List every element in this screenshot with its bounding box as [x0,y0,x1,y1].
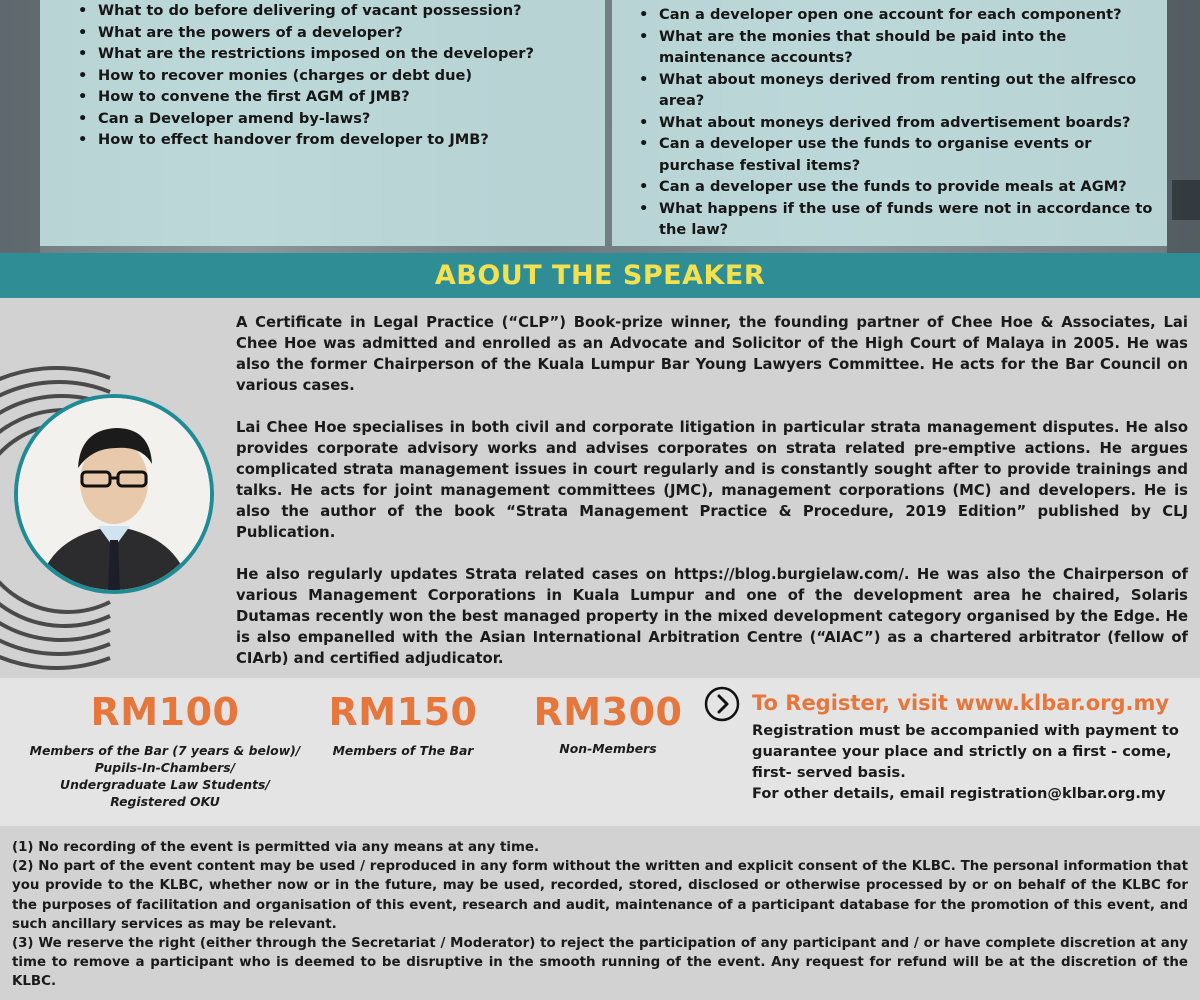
disclaimer-section [0,826,1200,1000]
bio-paragraph: Lai Chee Hoe specialises in both civil and corporate litigation in particular strata management disputes. He also provides corporate advisory works and advises corporates on strata related pre-emptive actions. He argues complicated strata management issues in court regularly and is constantly sought after to provide trainings and talks. He acts for joint management committees (JMC), management corporations (MC) and developers. He is also the author of the book “Strata Management Practice & Procedure, 2019 Edition” published by CLJ Publication. [236,419,1188,541]
price-desc-line: Undergraduate Law Students/ [60,777,270,792]
question-item: • What are the monies that should be paid into the maintenance accounts? [637,26,1157,69]
registration-email: For other details, email registration@klbar.org.my [752,785,1166,802]
question-item: • Can a Developer amend by-laws? [76,108,596,130]
speaker-heading: ABOUT THE SPEAKER [434,260,766,291]
register-link[interactable]: To Register, visit www.klbar.org.my [752,691,1170,715]
questions-list-right [637,4,1157,241]
price-description [528,740,688,757]
disclaimer-item: (3) We reserve the right (either through the Secretariat / Moderator) to reject the participation of any participant and / or have complete discretion at any time to remove a participant who is deemed to be disruptive in the smooth running of the event. Any request for refund will be at the discretion of the KLBC. [12,936,1188,990]
question-item: • What to do before delivering of vacant possession? [76,0,596,22]
price-description [20,742,310,810]
question-item: • Can a developer use the funds to organise events or purchase festival items? [637,133,1157,176]
registration-line: Registration must be accompanied with payment to [752,722,1179,739]
question-item: • How to convene the first AGM of JMB? [76,86,596,108]
disclaimer-text [12,838,1188,992]
price-value: RM300 [533,690,683,734]
question-item: • What about moneys derived from advertisement boards? [637,112,1157,134]
price-description [318,742,488,759]
registration-line: guarantee your place and strictly on a first - come, [752,743,1172,760]
price-desc-line: Registered OKU [110,794,220,809]
question-item: • How to recover monies (charges or debt due) [76,65,596,87]
price-desc-line: Pupils-In-Chambers/ [94,760,236,775]
registration-line: first- served basis. [752,764,906,781]
price-desc-line: Members of the Bar (7 years & below)/ [29,743,301,758]
disclaimer-item: (1) No recording of the event is permitted via any means at any time. [12,840,540,855]
price-value: RM100 [90,690,240,734]
question-item: • What about moneys derived from renting out the alfresco area? [637,69,1157,112]
speaker-bio-text [236,312,1188,678]
price-value: RM150 [328,690,478,734]
speaker-header-bar [0,253,1200,298]
questions-list-left [76,0,596,151]
price-tier-members [318,690,488,759]
disclaimer-item: (2) No part of the event content may be used / reproduced in any form without the written and explicit consent of the KLBC. The personal information that you provide to the KLBC, whether now or in the future, may be used, recorded, stored, disclosed or otherwise processed by or on behalf of the KLBC for the purposes of facilitation and organisation of this event, research and audit, maintenance of a participant database for the promotion of this event, and such ancillary services as may be relevant. [12,859,1188,932]
question-item: • Can a developer open one account for each component? [637,4,1157,26]
speaker-photo [14,394,214,594]
question-item: • Can a developer use the funds to provide meals at AGM? [637,176,1157,198]
speaker-portrait-icon [18,398,210,590]
chevron-right-circle-icon[interactable] [704,686,740,722]
price-tier-non-members [528,690,688,757]
price-desc-line: Members of The Bar [332,743,474,758]
bio-paragraph: A Certificate in Legal Practice (“CLP”) Book-prize winner, the founding partner of Chee Hoe & Associates, Lai Chee Hoe was admitted and enrolled as an Advocate and Solicitor of the High Court of Malaya in 2005. He was also the former Chairperson of the Kuala Lumpur Bar Young Lawyers Committee. He acts for the Bar Council on various cases. [236,314,1188,394]
question-item: • What happens if the use of funds were not in accordance to the law? [637,198,1157,241]
questions-section [0,0,1200,253]
question-item: • How to effect handover from developer to JMB? [76,129,596,151]
price-desc-line: Non-Members [559,741,657,756]
question-item: • What are the restrictions imposed on the developer? [76,43,596,65]
bio-paragraph: He also regularly updates Strata related cases on https://blog.burgielaw.com/. He was also the Chairperson of various Management Corporations in Kuala Lumpur and one of the development area he chaired, Solaris Dutamas recently won the best managed property in the mixed development category organised by the Edge. He is also empanelled with the Asian International Arbitration Centre (“AIAC”) as a chartered arbitrator (fellow of CIArb) and certified adjudicator. [236,566,1188,667]
question-item: • What are the powers of a developer? [76,22,596,44]
price-tier-members-junior [20,690,310,810]
registration-info [752,720,1192,804]
speaker-bio-section [0,298,1200,678]
